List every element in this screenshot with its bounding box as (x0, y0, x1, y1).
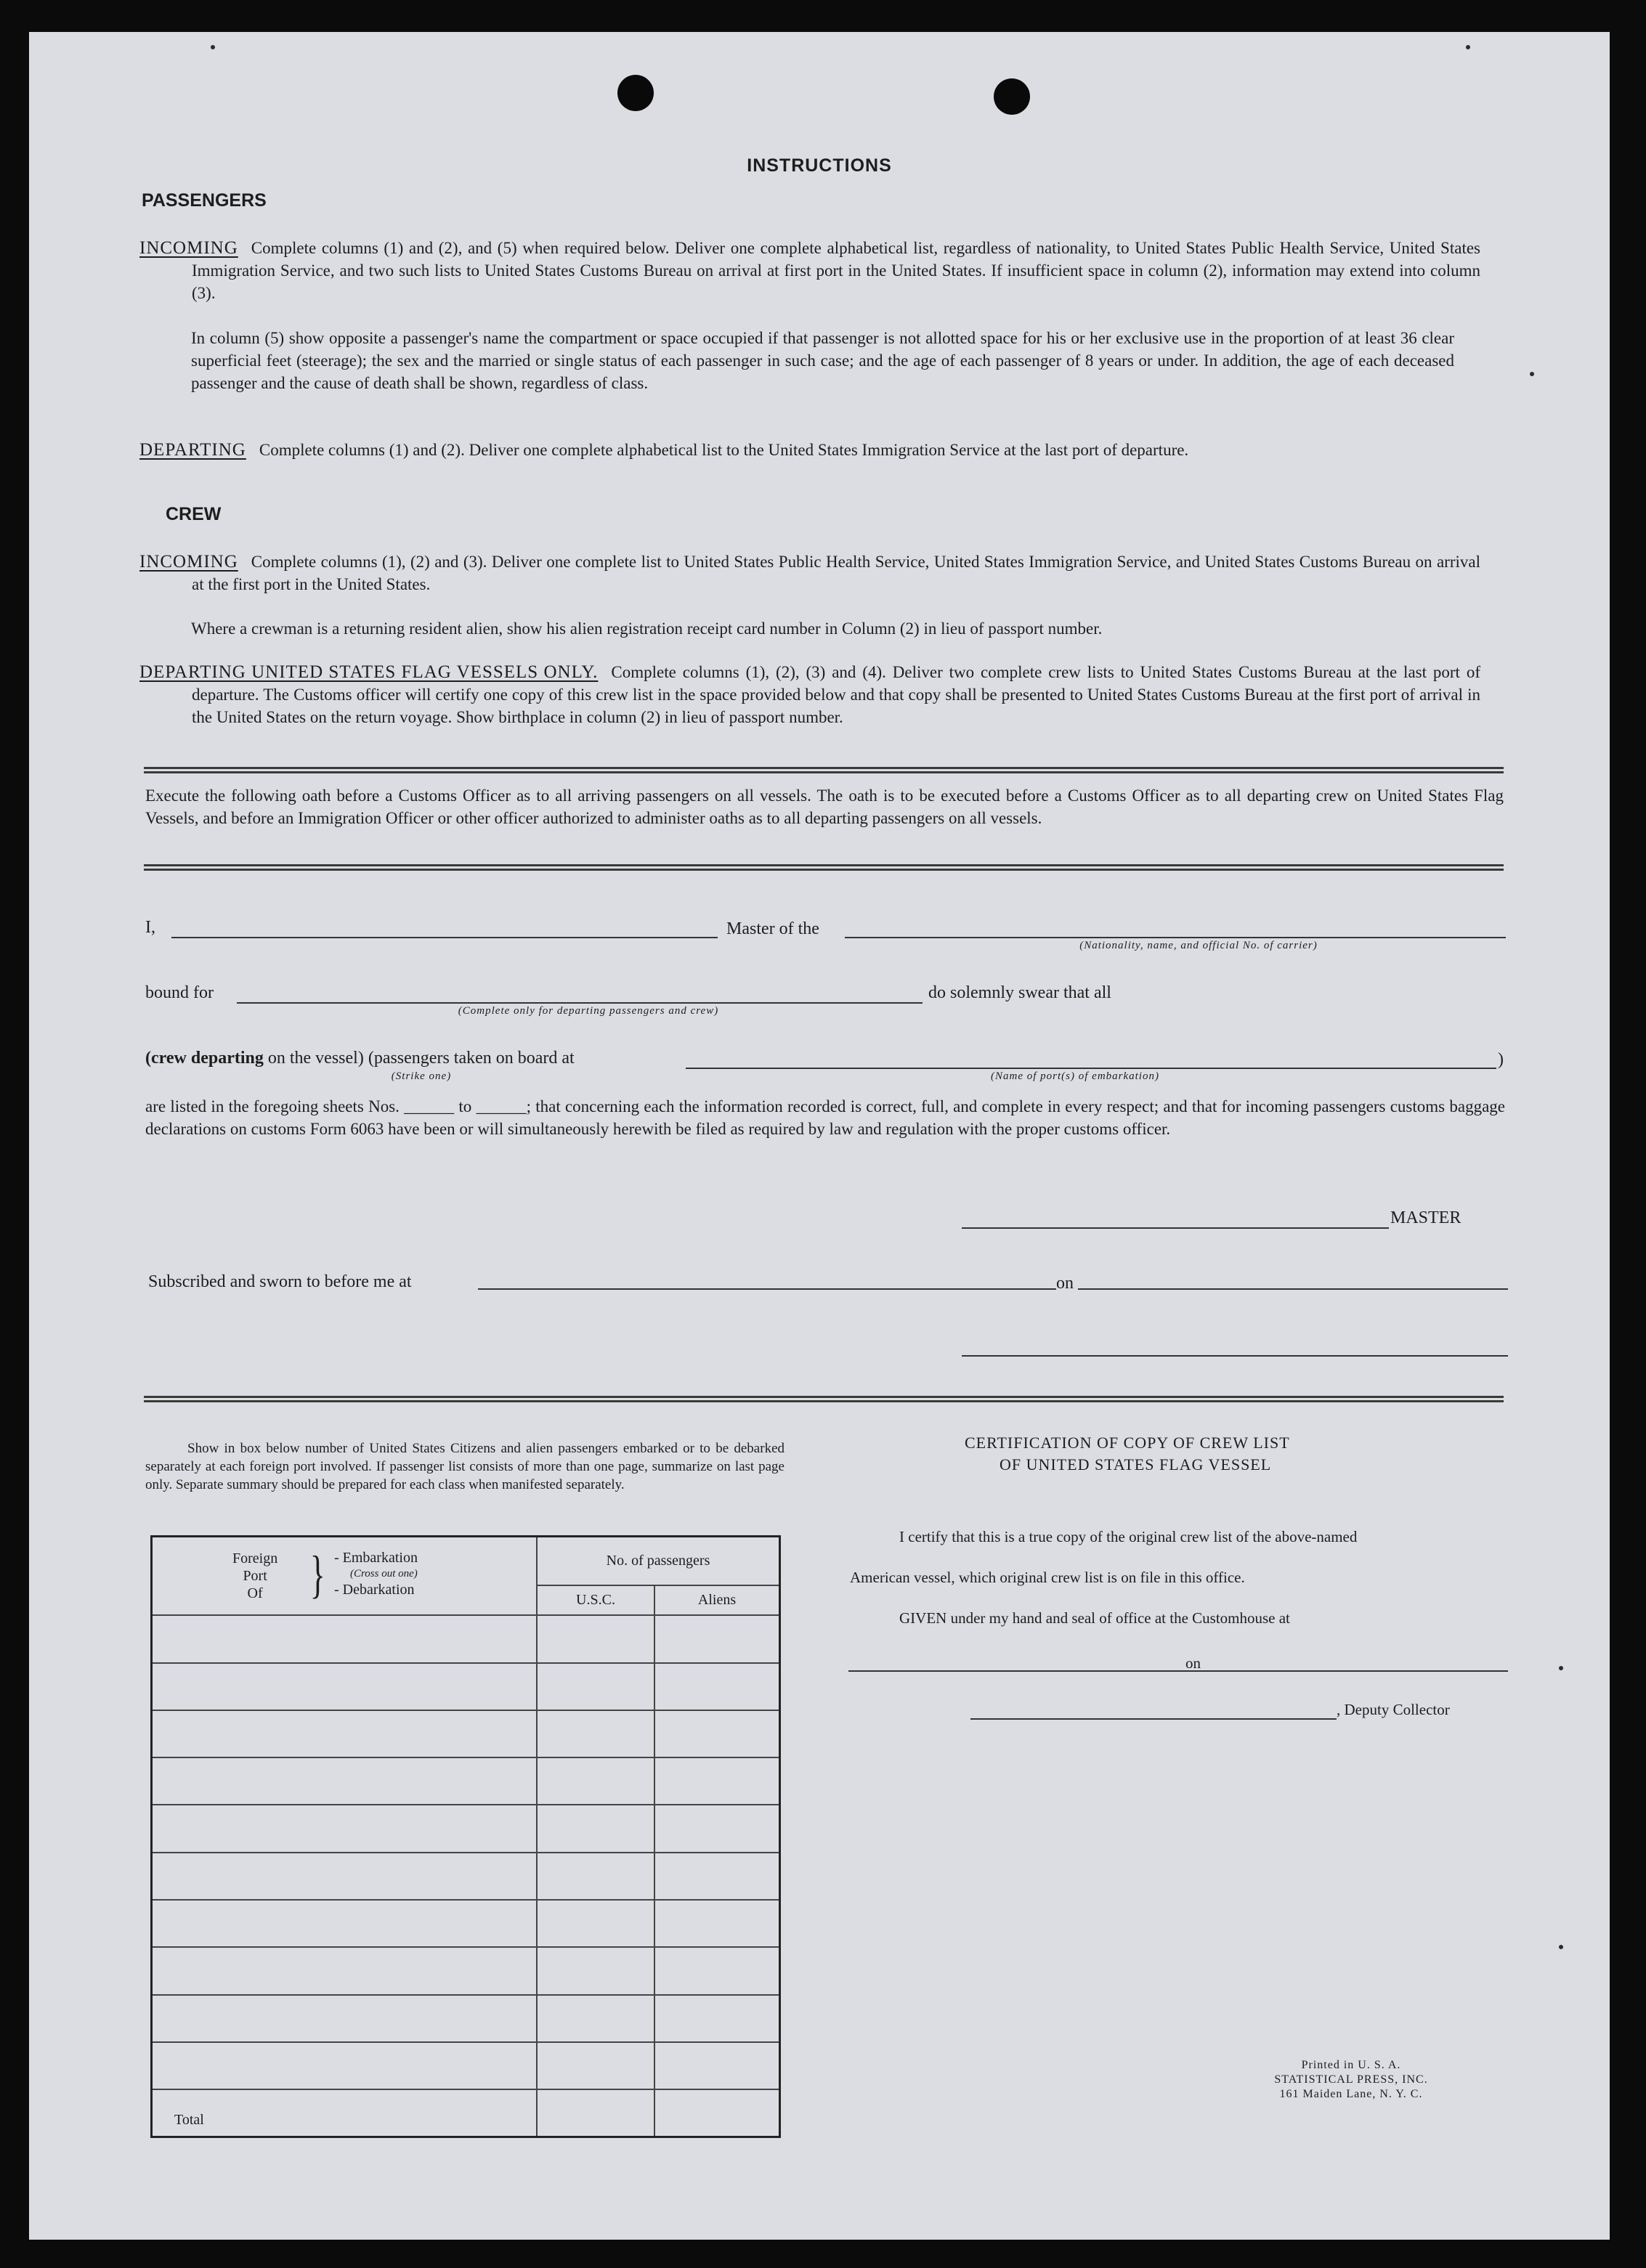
master-label: MASTER (1390, 1208, 1461, 1227)
usc-cell[interactable] (537, 1947, 654, 1994)
certification-on-label: on (1185, 1654, 1201, 1672)
port-header-cell (152, 1537, 538, 1616)
brace-glyph: } (309, 1545, 325, 1604)
foreign-label: Foreign (232, 1550, 278, 1567)
crew-resident-paragraph: Where a crewman is a returning resident alien, show his alien registration receipt card number in Column (2) in lieu of passport number. (191, 619, 1103, 638)
close-paren: ) (1498, 1050, 1504, 1069)
ports-caption: (Name of port(s) of embarkation) (991, 1070, 1159, 1082)
carrier-caption: (Nationality, name, and official No. of carrier) (1079, 940, 1318, 951)
certification-line-1: I certify that this is a true copy of the original crew list of the above-named (899, 1528, 1358, 1545)
port-cell[interactable] (152, 2042, 538, 2089)
officer-signature-field[interactable] (962, 1355, 1508, 1357)
port-cell[interactable] (152, 1757, 538, 1805)
speck (211, 45, 215, 49)
punch-hole-right (994, 78, 1030, 115)
port-label: Port (243, 1568, 267, 1585)
table-row (152, 1663, 780, 1710)
deputy-collector-label: , Deputy Collector (1337, 1701, 1450, 1718)
divider-3 (144, 1396, 1504, 1402)
usc-cell[interactable] (537, 1853, 654, 1900)
table-row (152, 1995, 780, 2042)
aliens-cell[interactable] (654, 1900, 780, 1947)
usc-cell[interactable] (537, 1615, 654, 1662)
port-cell[interactable] (152, 1615, 538, 1662)
passengers-departing-text: Complete columns (1) and (2). Deliver one complete alphabetical list to the United States Immigration Service at the last port of departure. (259, 441, 1189, 459)
certification-line-3: GIVEN under my hand and seal of office at the Customhouse at (899, 1609, 1290, 1627)
crew-incoming-text: Complete columns (1), (2) and (3). Deliver one complete list to United States Public Health Service, United States Immigration Service, and United States Customs Bureau on arrival at the first port in the United States. (192, 553, 1480, 593)
passengers-incoming-lead: INCOMING (139, 238, 238, 258)
printer-imprint (1249, 2058, 1453, 2102)
crew-departing-rest: on the vessel) (passengers taken on board at (267, 1049, 575, 1068)
port-cell[interactable] (152, 1853, 538, 1900)
aliens-cell[interactable] (654, 1947, 780, 1994)
carrier-field[interactable] (845, 937, 1506, 938)
usc-cell[interactable] (537, 1900, 654, 1947)
port-cell[interactable] (152, 1900, 538, 1947)
crew-departing-lead: DEPARTING UNITED STATES FLAG VESSELS ONLY. (139, 662, 599, 682)
table-row (152, 1615, 780, 1662)
table-row (152, 2042, 780, 2089)
passengers-incoming-paragraph (139, 237, 1480, 304)
printer-line-3: 161 Maiden Lane, N. Y. C. (1279, 2088, 1423, 2100)
speck (1559, 1945, 1563, 1949)
aliens-cell[interactable] (654, 1995, 780, 2042)
table-row (152, 1853, 780, 1900)
passengers-incoming-text: Complete columns (1) and (2), and (5) when required below. Deliver one complete alphabetical list, regardless of nationality, to United States Public Health Service, United States Immigration Service, and two such lists to United States Customs Bureau on arrival at first port in the United States. If insufficient space in column (2), information may extend into column (3). (192, 239, 1480, 302)
cross-out-caption: (Cross out one) (350, 1568, 418, 1580)
crew-departing-bold: (crew departing (145, 1049, 264, 1068)
oath-intro: Execute the following oath before a Customs Officer as to all arriving passengers on all vessels. The oath is to be executed before a Customs Officer as to all departing crew on United States Flag Vessels, and before an Immigration Officer or other officer authorized to administer oaths as to all departing passengers on all vessels. (145, 787, 1504, 827)
passengers-heading: PASSENGERS (142, 190, 267, 211)
usc-header: U.S.C. (537, 1585, 654, 1615)
page-title: INSTRUCTIONS (747, 155, 892, 176)
of-label: Of (247, 1585, 263, 1602)
usc-cell[interactable] (537, 1757, 654, 1805)
master-signature-field[interactable] (962, 1227, 1389, 1229)
aliens-total-cell[interactable] (654, 2089, 780, 2137)
aliens-cell[interactable] (654, 1663, 780, 1710)
table-row (152, 1757, 780, 1805)
punch-hole-left (617, 75, 654, 111)
subscribed-label: Subscribed and sworn to before me at (148, 1272, 412, 1291)
printer-line-2: STATISTICAL PRESS, INC. (1274, 2073, 1428, 2086)
no-passengers-header: No. of passengers (537, 1537, 780, 1585)
crew-incoming-lead: INCOMING (139, 552, 238, 572)
crew-heading: CREW (166, 504, 222, 524)
divider-1 (144, 767, 1504, 773)
port-cell[interactable] (152, 1947, 538, 1994)
port-cell[interactable] (152, 1710, 538, 1757)
table-row (152, 1900, 780, 1947)
debarkation-label[interactable]: - Debarkation (334, 1582, 415, 1598)
certification-line-2: American vessel, which original crew list is on file in this office. (850, 1569, 1245, 1586)
crew-departing-paragraph (139, 661, 1480, 728)
table-row (152, 1710, 780, 1757)
usc-cell[interactable] (537, 1663, 654, 1710)
aliens-cell[interactable] (654, 1710, 780, 1757)
usc-total-cell[interactable] (537, 2089, 654, 2137)
speck (1466, 45, 1470, 49)
column5-paragraph: In column (5) show opposite a passenger's name the compartment or space occupied if that passenger is not allotted space for his or her exclusive use in the proportion of at least 36 clear superficial feet (steerage); the sex and the married or single status of each passenger in such case; and the age of each passenger of 8 years or under. In addition, the age of each deceased passenger and the cause of death shall be shown, regardless of class. (191, 329, 1454, 392)
subscribed-on-label: on (1056, 1274, 1074, 1293)
speck (1530, 372, 1534, 376)
customhouse-field[interactable] (848, 1670, 1215, 1672)
crew-departing-text: Complete columns (1), (2), (3) and (4). Deliver two complete crew lists to United States Customs Bureau at the last port of departure. The Customs officer will certify one copy of this crew list in the space provided below and that copy shall be presented to United States Customs Bureau at the first port of arrival in the United States on the return voyage. Show birthplace in column (2) in lieu of passport number. (192, 663, 1480, 726)
speck (1559, 1666, 1563, 1670)
bound-for-label: bound for (145, 983, 214, 1002)
form-sheet (29, 32, 1610, 2240)
aliens-cell[interactable] (654, 1757, 780, 1805)
certification-date-field[interactable] (1209, 1670, 1508, 1672)
aliens-header: Aliens (654, 1585, 780, 1615)
solemnly-swear-label: do solemnly swear that all (928, 983, 1111, 1002)
master-name-field[interactable] (171, 937, 718, 938)
port-cell[interactable] (152, 1805, 538, 1852)
subscribed-date-field[interactable] (1078, 1288, 1508, 1290)
aliens-cell[interactable] (654, 2042, 780, 2089)
table-row (152, 1805, 780, 1852)
usc-cell[interactable] (537, 1710, 654, 1757)
embarkation-label[interactable]: - Embarkation (334, 1550, 418, 1566)
certification-title-1: CERTIFICATION OF COPY OF CREW LIST (965, 1434, 1290, 1452)
bound-for-field[interactable] (237, 1002, 923, 1004)
aliens-cell[interactable] (654, 1853, 780, 1900)
oath-i-label: I, (145, 918, 155, 937)
master-of-the-label: Master of the (726, 919, 819, 938)
total-row (152, 2089, 780, 2137)
port-cell[interactable] (152, 1663, 538, 1710)
subscribed-place-field[interactable] (478, 1288, 1056, 1290)
summary-note: Show in box below number of United States Citizens and alien passengers embarked or to be debarked separately at each foreign port involved. If passenger list consists of more than one page, summarize on last page only. Separate summary should be prepared for each class when manifested separately. (145, 1441, 785, 1492)
table-row (152, 1947, 780, 1994)
passenger-summary-table (150, 1535, 781, 2138)
total-label: Total (152, 2089, 538, 2137)
usc-cell[interactable] (537, 1995, 654, 2042)
passengers-departing-lead: DEPARTING (139, 440, 246, 460)
certification-title-2: OF UNITED STATES FLAG VESSEL (1000, 1455, 1272, 1474)
bound-for-caption: (Complete only for departing passengers and crew) (458, 1005, 719, 1017)
deputy-collector-signature-field[interactable] (970, 1718, 1337, 1720)
crew-departing-label (145, 1049, 575, 1068)
oath-listed-paragraph: are listed in the foregoing sheets Nos. ______ to ______; that concerning each the information recorded is correct, full, and complete in every respect; and that for incoming passengers customs baggage declarations on customs Form 6063 have been or will simultaneously herewith be filed as required by law and regulation with the proper customs officer. (145, 1097, 1505, 1138)
divider-2 (144, 864, 1504, 871)
crew-incoming-paragraph (139, 550, 1480, 596)
aliens-cell[interactable] (654, 1615, 780, 1662)
usc-cell[interactable] (537, 2042, 654, 2089)
ports-field[interactable] (686, 1068, 1496, 1069)
port-cell[interactable] (152, 1995, 538, 2042)
aliens-cell[interactable] (654, 1805, 780, 1852)
usc-cell[interactable] (537, 1805, 654, 1852)
printer-line-1: Printed in U. S. A. (1301, 2059, 1401, 2071)
strike-caption: (Strike one) (391, 1070, 452, 1082)
passengers-departing-paragraph (139, 439, 1480, 461)
